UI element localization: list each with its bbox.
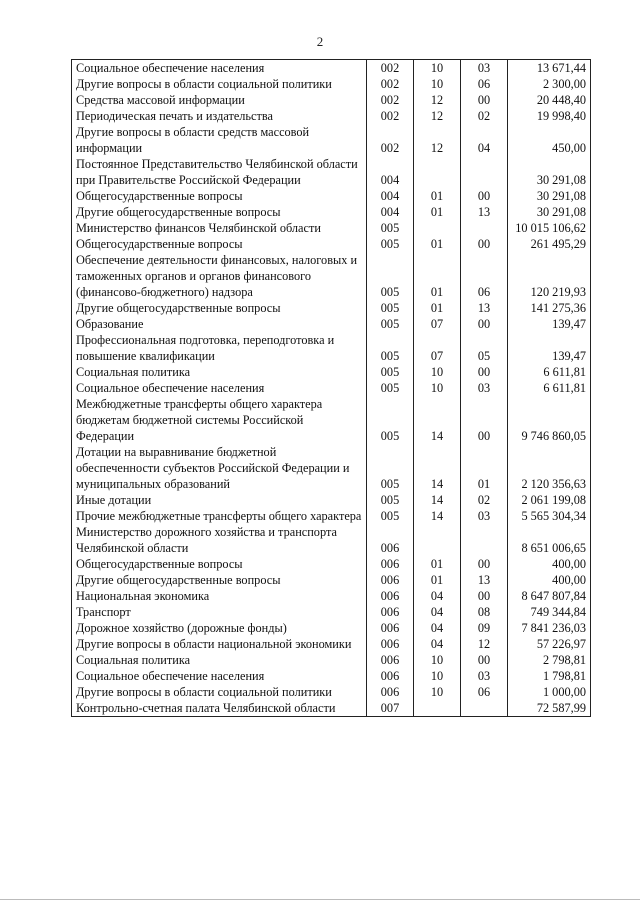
row-org-code: 005: [367, 300, 414, 316]
row-amount: 120 219,93: [508, 252, 591, 300]
row-name: Другие вопросы в области средств массовой информации: [72, 124, 367, 156]
table-row: [72, 108, 591, 124]
row-org-code: 005: [367, 444, 414, 492]
row-amount: 13 671,44: [508, 60, 591, 77]
row-section-code: 12: [414, 124, 461, 156]
row-amount: 1 798,81: [508, 668, 591, 684]
row-name: Другие вопросы в области социальной политики: [72, 684, 367, 700]
row-org-code: 006: [367, 588, 414, 604]
row-name: Министерство финансов Челябинской области: [72, 220, 367, 236]
row-org-code: 002: [367, 124, 414, 156]
row-org-code: 007: [367, 700, 414, 717]
row-subsection-code: 00: [461, 652, 508, 668]
row-subsection-code: 08: [461, 604, 508, 620]
row-subsection-code: 00: [461, 556, 508, 572]
row-subsection-code: 00: [461, 588, 508, 604]
row-amount: 57 226,97: [508, 636, 591, 652]
row-subsection-code: [461, 220, 508, 236]
row-section-code: 14: [414, 492, 461, 508]
row-name: Социальное обеспечение населения: [72, 60, 367, 77]
row-org-code: 005: [367, 492, 414, 508]
row-amount: 72 587,99: [508, 700, 591, 717]
row-section-code: 14: [414, 444, 461, 492]
row-amount: 5 565 304,34: [508, 508, 591, 524]
row-section-code: 10: [414, 60, 461, 77]
row-name: Постоянное Представительство Челябинской области при Правительстве Российской Федерации: [72, 156, 367, 188]
row-section-code: [414, 524, 461, 556]
row-name: Общегосударственные вопросы: [72, 236, 367, 252]
row-subsection-code: 04: [461, 124, 508, 156]
row-name: Общегосударственные вопросы: [72, 188, 367, 204]
row-name: Периодическая печать и издательства: [72, 108, 367, 124]
row-section-code: [414, 220, 461, 236]
row-subsection-code: 12: [461, 636, 508, 652]
row-org-code: 002: [367, 108, 414, 124]
row-name: Профессиональная подготовка, переподготовка и повышение квалификации: [72, 332, 367, 364]
table-row: [72, 508, 591, 524]
row-org-code: 005: [367, 364, 414, 380]
budget-table: [71, 59, 591, 717]
row-subsection-code: 13: [461, 572, 508, 588]
row-amount: 400,00: [508, 556, 591, 572]
table-row: [72, 92, 591, 108]
row-amount: 10 015 106,62: [508, 220, 591, 236]
table-row: [72, 652, 591, 668]
row-name: Социальная политика: [72, 652, 367, 668]
row-section-code: 04: [414, 620, 461, 636]
row-section-code: 10: [414, 684, 461, 700]
row-name: Прочие межбюджетные трансферты общего характера: [72, 508, 367, 524]
row-section-code: 10: [414, 668, 461, 684]
row-name: Транспорт: [72, 604, 367, 620]
table-row: [72, 220, 591, 236]
row-name: Контрольно-счетная палата Челябинской области: [72, 700, 367, 717]
row-amount: 8 647 807,84: [508, 588, 591, 604]
table-row: [72, 316, 591, 332]
row-section-code: 10: [414, 76, 461, 92]
row-subsection-code: 06: [461, 252, 508, 300]
row-subsection-code: 00: [461, 396, 508, 444]
row-subsection-code: 09: [461, 620, 508, 636]
row-name: Другие вопросы в области национальной экономики: [72, 636, 367, 652]
row-amount: 19 998,40: [508, 108, 591, 124]
row-name: Социальная политика: [72, 364, 367, 380]
row-amount: 2 300,00: [508, 76, 591, 92]
row-name: Социальное обеспечение населения: [72, 380, 367, 396]
table-row: [72, 364, 591, 380]
row-name: Социальное обеспечение населения: [72, 668, 367, 684]
row-subsection-code: [461, 700, 508, 717]
row-subsection-code: 00: [461, 236, 508, 252]
row-section-code: 01: [414, 572, 461, 588]
row-org-code: 005: [367, 332, 414, 364]
table-row: [72, 300, 591, 316]
page-number: 2: [316, 34, 324, 49]
row-section-code: [414, 700, 461, 717]
row-amount: 141 275,36: [508, 300, 591, 316]
row-subsection-code: 05: [461, 332, 508, 364]
row-amount: 2 120 356,63: [508, 444, 591, 492]
table-row: [72, 700, 591, 717]
row-subsection-code: 03: [461, 380, 508, 396]
row-amount: 30 291,08: [508, 188, 591, 204]
row-amount: 2 061 199,08: [508, 492, 591, 508]
row-amount: 450,00: [508, 124, 591, 156]
row-section-code: 12: [414, 92, 461, 108]
row-amount: 749 344,84: [508, 604, 591, 620]
row-name: Дорожное хозяйство (дорожные фонды): [72, 620, 367, 636]
row-org-code: 006: [367, 524, 414, 556]
row-org-code: 005: [367, 396, 414, 444]
row-amount: 9 746 860,05: [508, 396, 591, 444]
table-row: [72, 668, 591, 684]
row-subsection-code: 01: [461, 444, 508, 492]
row-subsection-code: 00: [461, 316, 508, 332]
row-org-code: 006: [367, 620, 414, 636]
row-subsection-code: 03: [461, 60, 508, 77]
table-row: [72, 396, 591, 444]
row-org-code: 006: [367, 556, 414, 572]
row-org-code: 002: [367, 92, 414, 108]
row-org-code: 004: [367, 188, 414, 204]
row-org-code: 005: [367, 508, 414, 524]
row-section-code: 12: [414, 108, 461, 124]
row-amount: 139,47: [508, 332, 591, 364]
row-section-code: 14: [414, 508, 461, 524]
row-section-code: 01: [414, 236, 461, 252]
row-section-code: 07: [414, 316, 461, 332]
row-amount: 1 000,00: [508, 684, 591, 700]
budget-table-body: [72, 60, 591, 717]
row-org-code: 006: [367, 604, 414, 620]
table-row: [72, 204, 591, 220]
row-amount: 7 841 236,03: [508, 620, 591, 636]
row-amount: 6 611,81: [508, 364, 591, 380]
row-org-code: 006: [367, 684, 414, 700]
row-org-code: 006: [367, 572, 414, 588]
row-name: Другие общегосударственные вопросы: [72, 204, 367, 220]
row-org-code: 005: [367, 220, 414, 236]
table-row: [72, 444, 591, 492]
row-section-code: 01: [414, 556, 461, 572]
table-row: [72, 524, 591, 556]
row-subsection-code: 13: [461, 300, 508, 316]
table-row: [72, 236, 591, 252]
table-row: [72, 588, 591, 604]
row-org-code: 002: [367, 76, 414, 92]
row-org-code: 006: [367, 668, 414, 684]
row-name: Другие вопросы в области социальной политики: [72, 76, 367, 92]
table-row: [72, 252, 591, 300]
bottom-rule: [0, 899, 640, 900]
row-subsection-code: 03: [461, 508, 508, 524]
row-amount: 20 448,40: [508, 92, 591, 108]
table-row: [72, 684, 591, 700]
row-section-code: 04: [414, 636, 461, 652]
row-org-code: 004: [367, 156, 414, 188]
row-amount: 400,00: [508, 572, 591, 588]
row-org-code: 005: [367, 316, 414, 332]
row-subsection-code: 06: [461, 684, 508, 700]
row-subsection-code: 00: [461, 188, 508, 204]
row-subsection-code: [461, 156, 508, 188]
table-row: [72, 620, 591, 636]
row-name: Иные дотации: [72, 492, 367, 508]
table-row: [72, 556, 591, 572]
row-subsection-code: 00: [461, 364, 508, 380]
table-row: [72, 604, 591, 620]
row-section-code: 01: [414, 188, 461, 204]
row-subsection-code: 03: [461, 668, 508, 684]
row-name: Межбюджетные трансферты общего характера бюджетам бюджетной системы Российской Федерации: [72, 396, 367, 444]
row-section-code: 10: [414, 652, 461, 668]
table-row: [72, 124, 591, 156]
row-name: Национальная экономика: [72, 588, 367, 604]
row-name: Общегосударственные вопросы: [72, 556, 367, 572]
table-row: [72, 572, 591, 588]
row-section-code: 01: [414, 300, 461, 316]
row-org-code: 004: [367, 204, 414, 220]
row-name: Другие общегосударственные вопросы: [72, 572, 367, 588]
row-name: Средства массовой информации: [72, 92, 367, 108]
row-amount: 6 611,81: [508, 380, 591, 396]
row-subsection-code: 02: [461, 108, 508, 124]
row-subsection-code: [461, 524, 508, 556]
table-row: [72, 636, 591, 652]
row-name: Образование: [72, 316, 367, 332]
row-name: Другие общегосударственные вопросы: [72, 300, 367, 316]
row-amount: 8 651 006,65: [508, 524, 591, 556]
row-subsection-code: 06: [461, 76, 508, 92]
row-amount: 30 291,08: [508, 156, 591, 188]
row-org-code: 005: [367, 236, 414, 252]
row-name: Дотации на выравнивание бюджетной обеспеченности субъектов Российской Федерации и муниципальных образований: [72, 444, 367, 492]
table-row: [72, 332, 591, 364]
table-row: [72, 188, 591, 204]
row-amount: 2 798,81: [508, 652, 591, 668]
row-name: Министерство дорожного хозяйства и транспорта Челябинской области: [72, 524, 367, 556]
row-section-code: 01: [414, 252, 461, 300]
row-org-code: 002: [367, 60, 414, 77]
table-row: [72, 76, 591, 92]
row-section-code: 14: [414, 396, 461, 444]
row-section-code: [414, 156, 461, 188]
row-section-code: 01: [414, 204, 461, 220]
table-row: [72, 156, 591, 188]
table-row: [72, 380, 591, 396]
row-amount: 30 291,08: [508, 204, 591, 220]
row-subsection-code: 13: [461, 204, 508, 220]
row-org-code: 005: [367, 252, 414, 300]
row-subsection-code: 00: [461, 92, 508, 108]
row-org-code: 006: [367, 636, 414, 652]
row-amount: 139,47: [508, 316, 591, 332]
row-section-code: 04: [414, 588, 461, 604]
row-name: Обеспечение деятельности финансовых, налоговых и таможенных органов и органов финансового (финансово-бюджетного) надзора: [72, 252, 367, 300]
row-section-code: 07: [414, 332, 461, 364]
row-org-code: 005: [367, 380, 414, 396]
row-subsection-code: 02: [461, 492, 508, 508]
row-amount: 261 495,29: [508, 236, 591, 252]
row-section-code: 10: [414, 380, 461, 396]
row-section-code: 04: [414, 604, 461, 620]
table-row: [72, 492, 591, 508]
table-row: [72, 60, 591, 77]
row-org-code: 006: [367, 652, 414, 668]
row-section-code: 10: [414, 364, 461, 380]
